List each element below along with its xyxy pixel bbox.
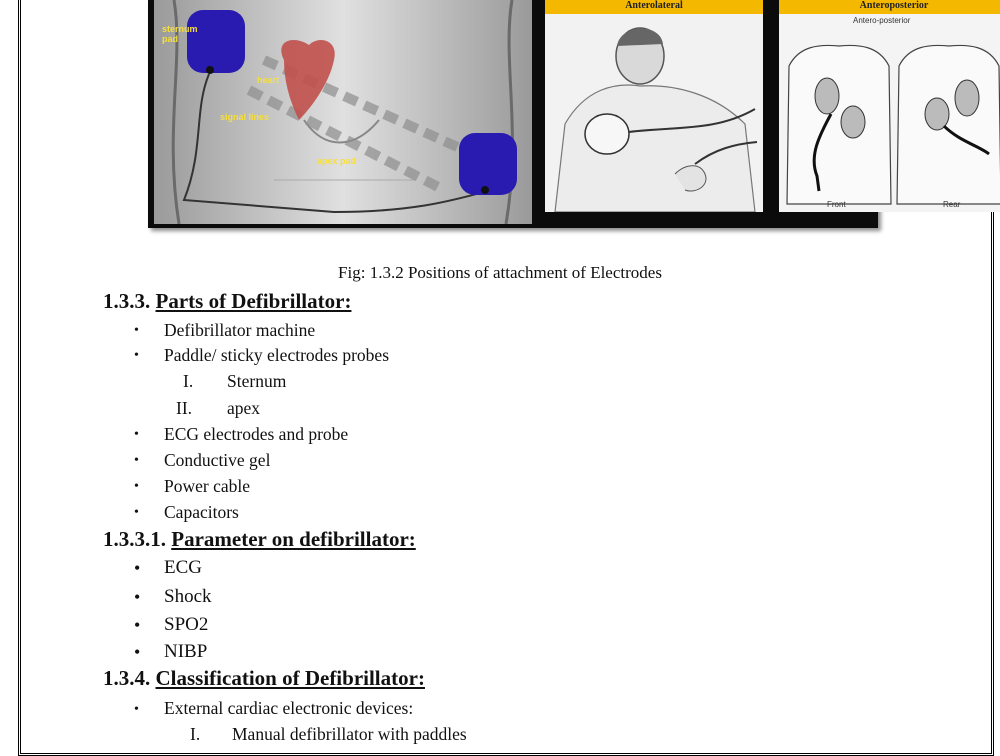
anterolateral-image (545, 0, 763, 212)
classification-section-title: Classification of Defibrillator: (155, 666, 425, 690)
list-item: Capacitors (164, 502, 239, 522)
bullet-icon: • (134, 348, 139, 363)
roman-numeral: II. (176, 398, 193, 418)
bullet-icon: • (134, 587, 141, 607)
parts-section-number: 1.3.3. (103, 289, 151, 313)
bullet-icon: • (134, 505, 139, 520)
chest-pad-placement-image (154, 0, 532, 224)
chest-illustration (154, 0, 532, 224)
sub-list-item: Manual defibrillator with paddles (232, 724, 467, 744)
list-item: External cardiac electronic devices: (164, 698, 414, 718)
rear-label: Rear (943, 200, 961, 209)
parameters-section-number: 1.3.3.1. (103, 527, 166, 551)
bullet-icon: • (134, 427, 139, 442)
figure-caption: Fig: 1.3.2 Positions of attachment of Electrodes (338, 263, 662, 282)
anteroposterior-image (779, 0, 1000, 212)
heart-label: heart (257, 75, 280, 85)
parts-heading (103, 289, 351, 314)
sternum-pad-label: sternum pad (162, 24, 198, 44)
list-item: Power cable (164, 476, 251, 496)
electrode-positions-figure (148, 0, 961, 228)
anteroposterior-header: Anteroposterior (779, 0, 1000, 14)
bullet-icon: • (134, 453, 139, 468)
sub-list-item: apex (227, 398, 261, 418)
parts-section-title: Parts of Defibrillator: (155, 289, 352, 313)
apex-pad-label: apex pad (317, 156, 357, 166)
classification-heading (103, 666, 425, 691)
sub-list-item: Sternum (227, 371, 287, 391)
front-label: Front (827, 200, 846, 209)
classification-section-number: 1.3.4. (103, 666, 151, 690)
signal-lines-label: signal lines (220, 112, 270, 122)
bullet-icon: • (134, 323, 139, 338)
patient-sketch (545, 14, 763, 212)
bullet-icon: • (134, 642, 141, 662)
list-item: ECG electrodes and probe (164, 424, 349, 444)
list-item: Paddle/ sticky electrodes probes (164, 345, 390, 365)
list-item: NIBP (164, 641, 208, 662)
bullet-icon: • (134, 615, 141, 635)
parameters-section-title: Parameter on defibrillator: (171, 527, 416, 551)
torso-diagrams (779, 26, 1000, 206)
bullet-icon: • (134, 558, 141, 578)
bullet-icon: • (134, 479, 139, 494)
list-item: Defibrillator machine (164, 320, 316, 340)
roman-numeral: I. (183, 371, 194, 391)
list-item: ECG (164, 557, 202, 578)
list-item: SPO2 (164, 614, 209, 635)
anterolateral-header: Anterolateral (545, 0, 763, 14)
antero-posterior-sublabel: Antero-posterior (853, 16, 911, 25)
list-item: Shock (164, 586, 212, 607)
parameters-heading (103, 527, 416, 552)
roman-numeral: I. (190, 724, 201, 744)
list-item: Conductive gel (164, 450, 271, 470)
bullet-icon: • (134, 702, 139, 717)
